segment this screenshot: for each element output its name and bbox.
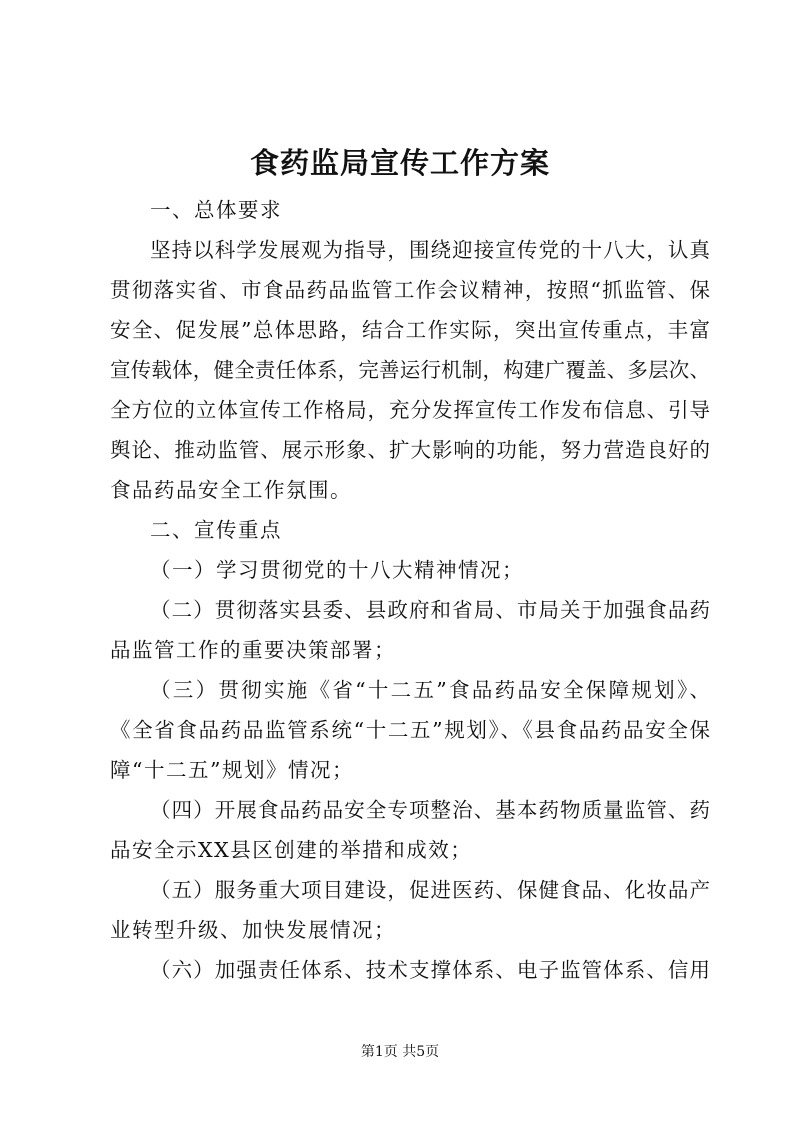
list-item-line: （六）加强责任体系、技术支撑体系、电子监管体系、信用 bbox=[150, 958, 710, 982]
list-item-line: （一）学习贯彻党的十八大精神情况； bbox=[150, 558, 524, 582]
section-heading-2: 二、宣传重点 bbox=[150, 518, 282, 542]
paragraph-line: 宣传载体，健全责任体系，完善运行机制，构建广覆盖、多层次、 bbox=[110, 358, 710, 382]
section-heading-1: 一、总体要求 bbox=[150, 198, 282, 222]
list-item-line: 品安全示XX县区创建的举措和成效； bbox=[110, 838, 473, 862]
list-item-line: （二）贯彻落实县委、县政府和省局、市局关于加强食品药 bbox=[150, 598, 710, 622]
list-item-line: （五）服务重大项目建设，促进医药、保健食品、化妆品产 bbox=[150, 878, 710, 902]
document-title: 食药监局宣传工作方案 bbox=[249, 146, 550, 180]
paragraph-line: 坚持以科学发展观为指导，围绕迎接宣传党的十八大，认真 bbox=[150, 238, 710, 262]
list-item-line: 障“十二五”规划》情况； bbox=[110, 758, 354, 782]
paragraph-line: 食品药品安全工作氛围。 bbox=[110, 478, 352, 502]
list-item-line: （四）开展食品药品安全专项整治、基本药物质量监管、药 bbox=[150, 798, 710, 822]
list-item-line: （三）贯彻实施《省“十二五”食品药品安全保障规划》、 bbox=[150, 678, 710, 702]
list-item-line: 品监管工作的重要决策部署； bbox=[110, 638, 396, 662]
page-footer: 第1页 共5页 bbox=[360, 1044, 440, 1060]
paragraph-line: 舆论、推动监管、展示形象、扩大影响的功能，努力营造良好的 bbox=[110, 438, 710, 462]
paragraph-line: 全方位的立体宣传工作格局，充分发挥宣传工作发布信息、引导 bbox=[110, 398, 710, 422]
paragraph-line: 贯彻落实省、市食品药品监管工作会议精神，按照“抓监管、保 bbox=[110, 278, 710, 302]
paragraph-line: 安全、促发展”总体思路，结合工作实际，突出宣传重点，丰富 bbox=[110, 318, 710, 342]
list-item-line: 业转型升级、加快发展情况； bbox=[110, 918, 396, 942]
list-item-line: 《全省食品药品监管系统“十二五”规划》、《县食品药品安全保 bbox=[110, 718, 710, 742]
